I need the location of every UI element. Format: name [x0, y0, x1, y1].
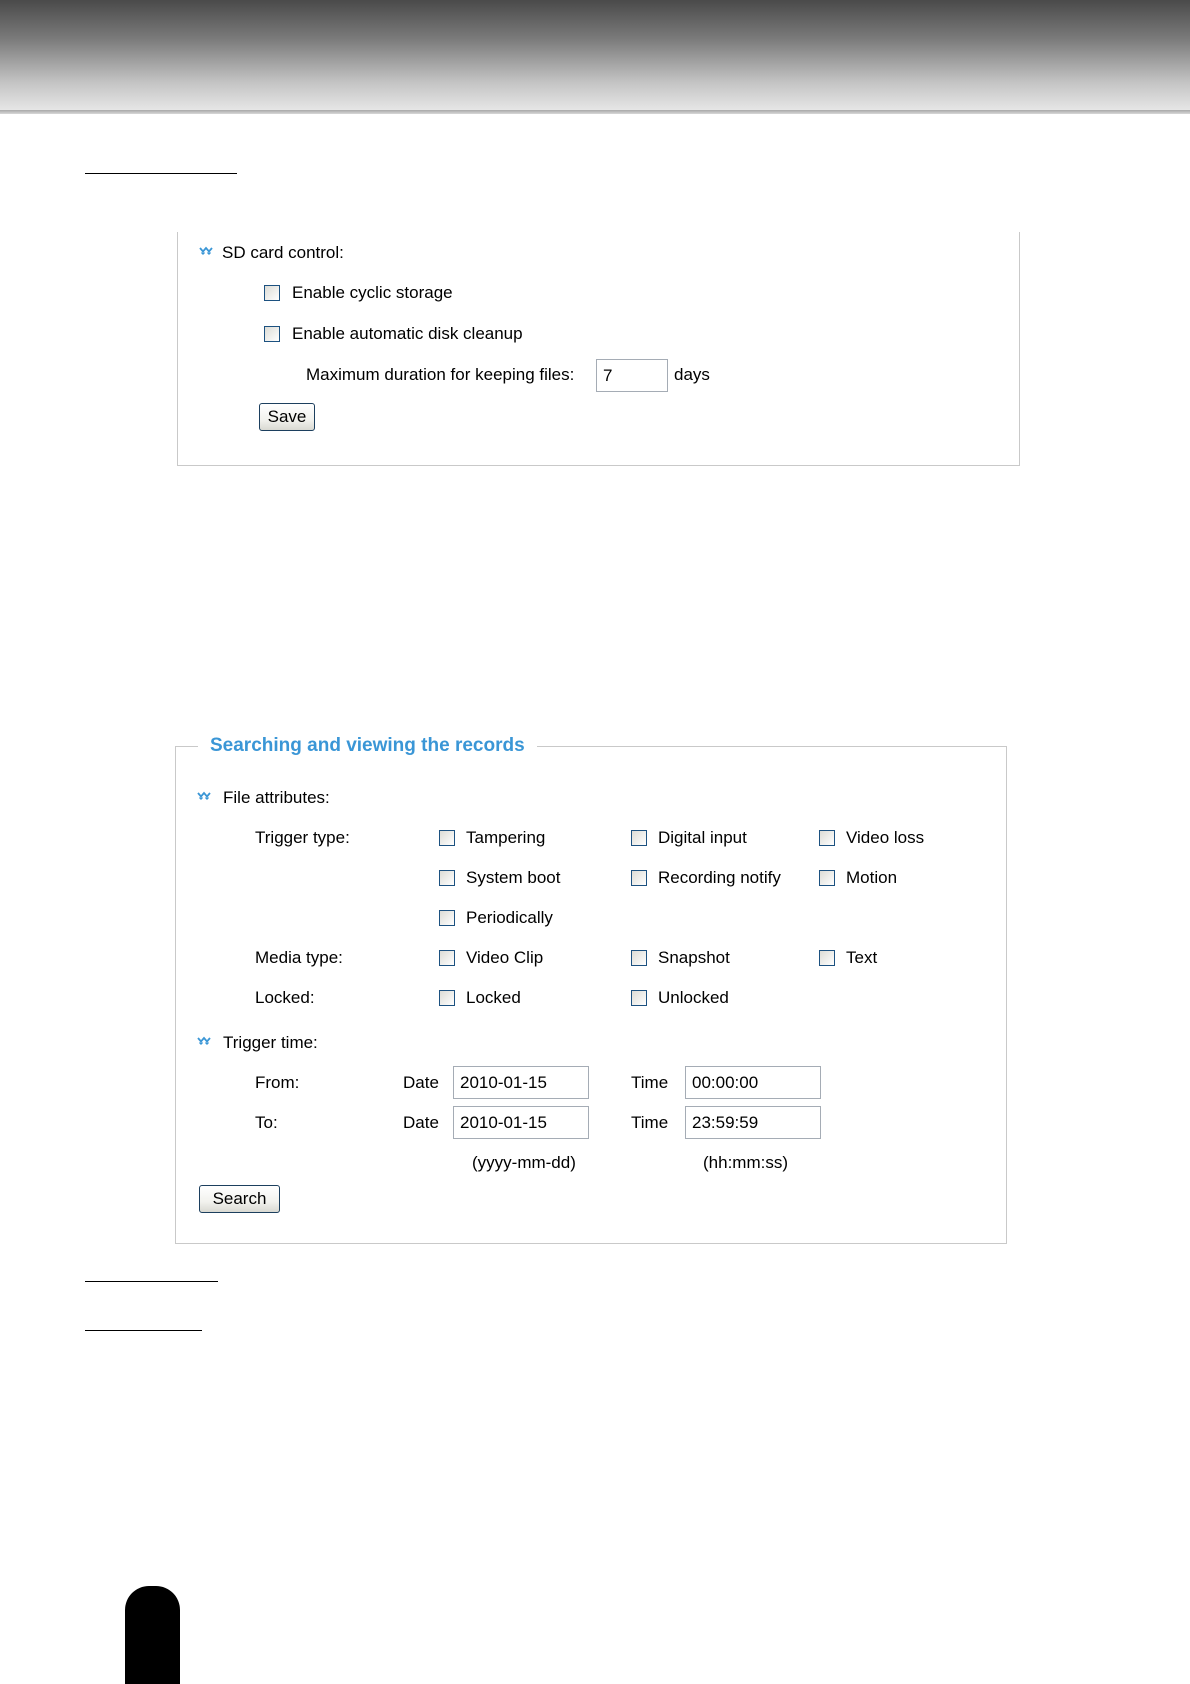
unlocked-label: Unlocked	[658, 988, 729, 1007]
video-loss-label: Video loss	[846, 828, 925, 847]
cyclic-storage-checkbox[interactable]	[264, 285, 280, 301]
sd-card-panel	[177, 232, 1020, 466]
locked-label: Locked	[466, 988, 521, 1007]
text-label: Text	[846, 948, 878, 967]
periodically-checkbox[interactable]	[439, 910, 455, 926]
tampering-label: Tampering	[466, 828, 546, 847]
section-underline	[85, 1330, 202, 1331]
duration-input[interactable]: 7	[596, 359, 668, 392]
time-format-hint: (hh:mm:ss)	[703, 1153, 788, 1172]
date-format-hint: (yyyy-mm-dd)	[472, 1153, 576, 1172]
media-type-label: Media type:	[255, 948, 343, 967]
page-tab-marker	[125, 1586, 180, 1684]
to-date-input[interactable]: 2010-01-15	[453, 1106, 589, 1139]
snapshot-checkbox[interactable]	[631, 950, 647, 966]
from-time-label: Time	[631, 1073, 669, 1092]
trigger-time-label: Trigger time:	[223, 1033, 318, 1052]
duration-unit-label: days	[674, 365, 710, 384]
system-boot-checkbox[interactable]	[439, 870, 455, 886]
to-time-label: Time	[631, 1113, 669, 1132]
cyclic-storage-label: Enable cyclic storage	[292, 283, 453, 302]
section-underline	[85, 1281, 218, 1282]
video-clip-checkbox[interactable]	[439, 950, 455, 966]
panel-title: Searching and viewing the records	[198, 735, 537, 757]
locked-checkbox[interactable]	[439, 990, 455, 1006]
search-records-panel	[175, 735, 1007, 1244]
to-time-input[interactable]: 23:59:59	[685, 1106, 821, 1139]
tampering-checkbox[interactable]	[439, 830, 455, 846]
to-date-label: Date	[403, 1113, 439, 1132]
disk-cleanup-label: Enable automatic disk cleanup	[292, 324, 523, 343]
from-time-input[interactable]: 00:00:00	[685, 1066, 821, 1099]
from-date-input[interactable]: 2010-01-15	[453, 1066, 589, 1099]
expand-chevron-icon[interactable]	[199, 245, 213, 259]
locked-row-label: Locked:	[255, 988, 315, 1007]
motion-label: Motion	[846, 868, 898, 887]
expand-chevron-icon[interactable]	[197, 1035, 211, 1049]
page-header-band	[0, 0, 1190, 110]
system-boot-label: System boot	[466, 868, 561, 887]
periodically-label: Periodically	[466, 908, 553, 927]
digital-input-checkbox[interactable]	[631, 830, 647, 846]
from-date-label: Date	[403, 1073, 439, 1092]
recording-notify-label: Recording notify	[658, 868, 781, 887]
motion-checkbox[interactable]	[819, 870, 835, 886]
save-button[interactable]: Save	[259, 403, 315, 431]
file-attributes-label: File attributes:	[223, 788, 330, 807]
snapshot-label: Snapshot	[658, 948, 730, 967]
recording-notify-checkbox[interactable]	[631, 870, 647, 886]
text-checkbox[interactable]	[819, 950, 835, 966]
to-label: To:	[255, 1113, 278, 1132]
page-header-divider	[0, 110, 1190, 114]
sd-card-section-label: SD card control:	[222, 243, 344, 262]
search-button[interactable]: Search	[199, 1185, 280, 1213]
unlocked-checkbox[interactable]	[631, 990, 647, 1006]
disk-cleanup-checkbox[interactable]	[264, 326, 280, 342]
from-label: From:	[255, 1073, 300, 1092]
video-clip-label: Video Clip	[466, 948, 544, 967]
video-loss-checkbox[interactable]	[819, 830, 835, 846]
trigger-type-label: Trigger type:	[255, 828, 350, 847]
expand-chevron-icon[interactable]	[197, 790, 211, 804]
heading-underline	[85, 173, 237, 174]
duration-label: Maximum duration for keeping files:	[306, 365, 575, 384]
digital-input-label: Digital input	[658, 828, 747, 847]
